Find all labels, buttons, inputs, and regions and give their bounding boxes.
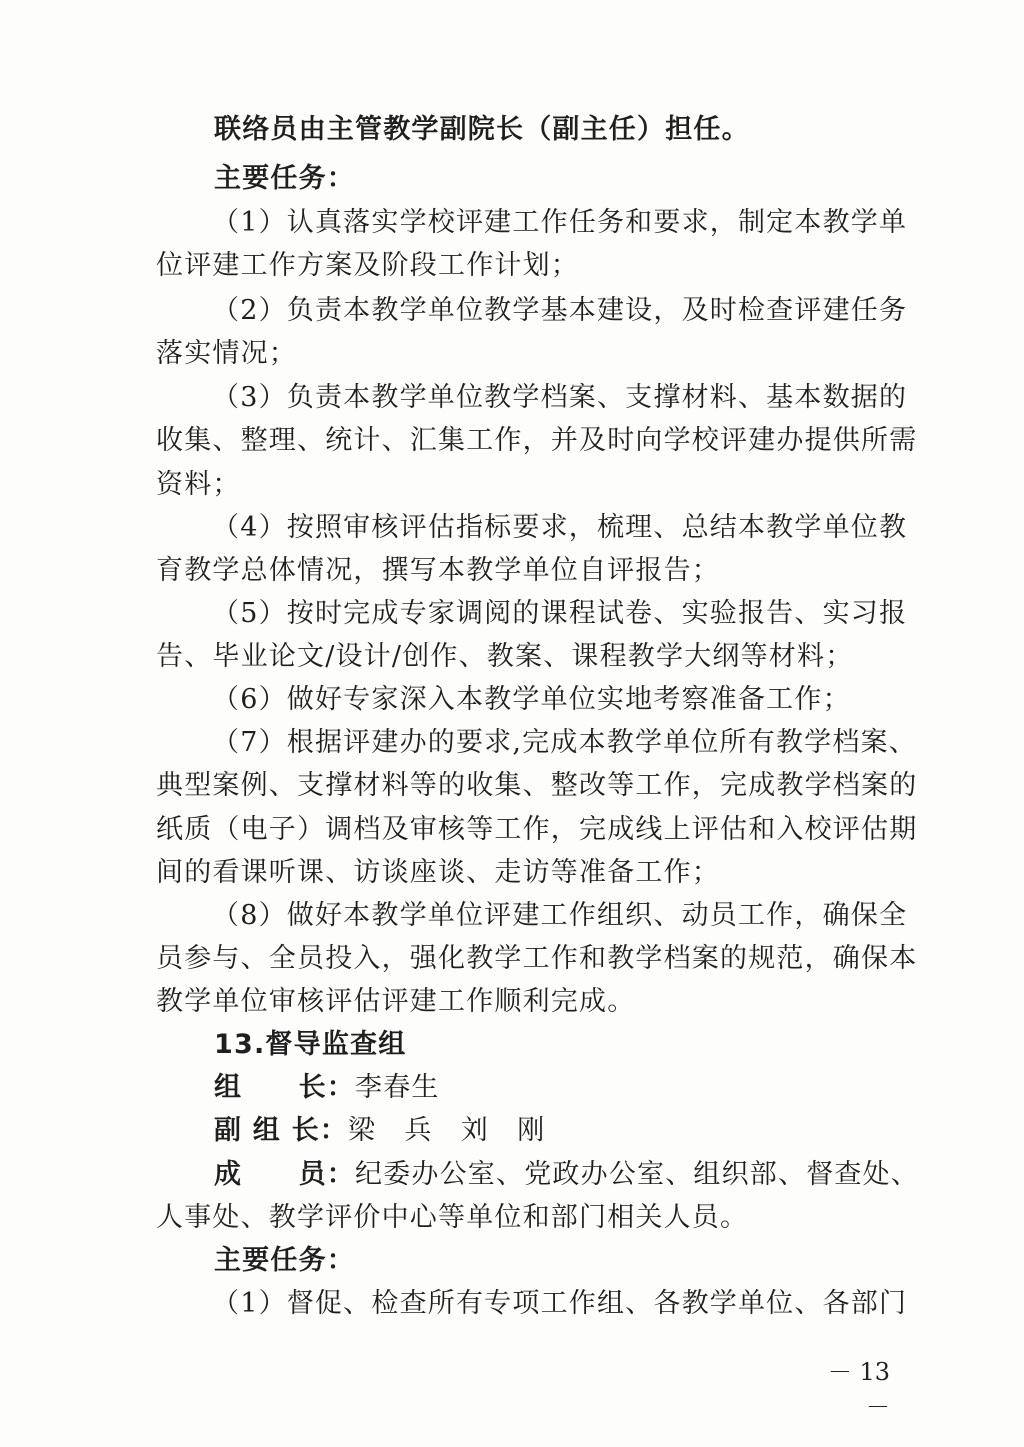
task-2-line-1: （2）负责本教学单位教学基本建设，及时检查评建任务: [212, 295, 908, 326]
task-3-line-3: 资料；: [156, 469, 241, 500]
deputy-value: 梁 兵 刘 刚: [348, 1115, 546, 1146]
liaison-statement: 联络员由主管教学副院长（副主任）担任。: [214, 114, 750, 145]
tasks-heading-2: 主要任务：: [214, 1245, 355, 1276]
deputy-row: [214, 1111, 545, 1151]
leader-value: 李春生: [355, 1072, 440, 1103]
task-3-line-2: 收集、整理、统计、汇集工作，并及时向学校评建办提供所需: [156, 425, 918, 456]
task-1-line-2: 位评建工作方案及阶段工作计划；: [156, 250, 579, 281]
task-1-line-1: （1）认真落实学校评建工作任务和要求，制定本教学单: [212, 207, 908, 238]
leader-row: [214, 1068, 440, 1108]
deputy-label: 副 组 长：: [214, 1115, 348, 1146]
task-8-line-1: （8）做好本教学单位评建工作组织、动员工作，确保全: [212, 900, 908, 931]
page-number: － 13 －: [827, 1358, 890, 1421]
task-7-line-4: 间的看课听课、访谈座谈、走访等准备工作；: [156, 857, 720, 888]
supervision-task-1-line-1: （1）督促、检查所有专项工作组、各教学单位、各部门: [212, 1288, 908, 1319]
task-5-line-1: （5）按时完成专家调阅的课程试卷、实验报告、实习报: [212, 598, 908, 629]
members-continued: 人事处、教学评价中心等单位和部门相关人员。: [156, 1202, 749, 1233]
leader-label: 组 长：: [214, 1072, 355, 1103]
task-8-line-3: 教学单位审核评估评建工作顺利完成。: [156, 986, 636, 1017]
tasks-heading: 主要任务：: [214, 163, 355, 194]
task-5-line-2: 告、毕业论文/设计/创作、教案、课程教学大纲等材料；: [156, 641, 854, 672]
members-row: [214, 1155, 919, 1195]
task-3-line-1: （3）负责本教学单位教学档案、支撑材料、基本数据的: [212, 382, 908, 413]
members-value: 纪委办公室、党政办公室、组织部、督查处、: [355, 1159, 919, 1190]
task-4-line-2: 育教学总体情况，撰写本教学单位自评报告；: [156, 555, 720, 586]
task-7-line-2: 典型案例、支撑材料等的收集、整改等工作，完成教学档案的: [156, 770, 918, 801]
task-7-line-1: （7）根据评建办的要求,完成本教学单位所有教学档案、: [212, 727, 917, 758]
members-label: 成 员：: [214, 1159, 355, 1190]
task-2-line-2: 落实情况；: [156, 338, 297, 369]
task-8-line-2: 员参与、全员投入，强化教学工作和教学档案的规范，确保本: [156, 943, 918, 974]
task-7-line-3: 纸质（电子）调档及审核等工作，完成线上评估和入校评估期: [156, 814, 918, 845]
task-4-line-1: （4）按照审核评估指标要求，梳理、总结本教学单位教: [212, 512, 908, 543]
task-6-line-1: （6）做好专家深入本教学单位实地考察准备工作；: [212, 684, 851, 715]
section-13-heading: 13.督导监查组: [214, 1029, 407, 1060]
